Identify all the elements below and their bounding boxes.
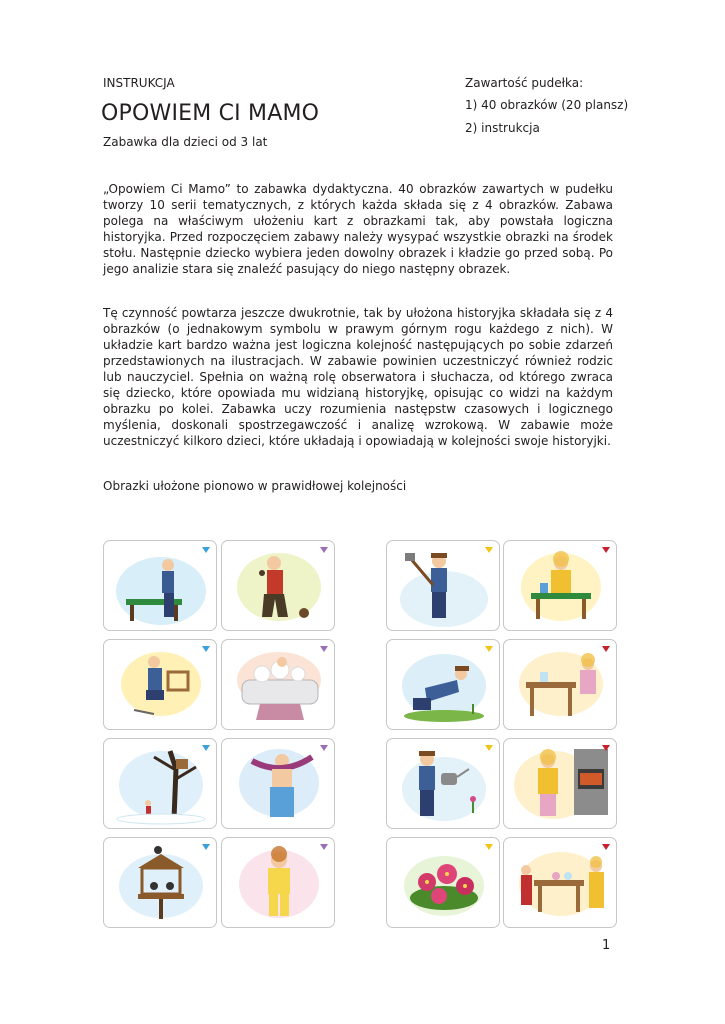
series-marker-icon	[485, 547, 493, 553]
picture-card	[221, 837, 335, 928]
picture-card	[103, 837, 217, 928]
picture-card	[503, 837, 617, 928]
picture-card	[103, 639, 217, 730]
picture-card	[386, 738, 500, 829]
picture-card	[503, 639, 617, 730]
series-marker-icon	[202, 646, 210, 652]
picture-card	[221, 639, 335, 730]
card-illustration	[222, 739, 335, 829]
box-contents-title: Zawartość pudełka:	[465, 76, 584, 90]
age-subtitle: Zabawka dla dzieci od 3 lat	[103, 135, 268, 149]
series-marker-icon	[485, 745, 493, 751]
series-marker-icon	[602, 547, 610, 553]
card-illustration	[504, 838, 617, 928]
card-illustration	[504, 541, 617, 631]
series-marker-icon	[320, 844, 328, 850]
series-marker-icon	[320, 745, 328, 751]
rules-paragraph	[103, 305, 613, 449]
picture-card	[103, 738, 217, 829]
picture-card	[221, 738, 335, 829]
picture-card	[103, 540, 217, 631]
card-illustration	[104, 541, 217, 631]
instruction-label: INSTRUKCJA	[103, 76, 175, 90]
card-illustration	[387, 640, 500, 730]
picture-card	[386, 837, 500, 928]
card-illustration	[504, 640, 617, 730]
paragraph-text: Tę czynność powtarza jeszcze dwukrotnie, tak by ułożona historyjka składała się z 4 obrazków (o jednakowym symbolu w prawym górnym rogu każdego z nich). W układzie kart bardzo ważna jest logiczna kolejność następujących po sobie zdarzeń przedstawionych na ilustracjach. W zabawie powinien uczestniczyć również rodzic lub nauczyciel. Spełnia on ważną rolę obserwatora i słuchacza, od którego zwraca się dziecko, które opowiada mu widzianą historyjkę, opisując co widzi na każdym obrazku po kolei. Zabawka uczy rozumienia następstw czasowych i logicznego myślenia, doskonali spostrzegawczość i analizę wzrokową. W zabawie może uczestniczyć kilkoro dzieci, które układają i opowiadają w kolejności swoje historyjki.	[103, 306, 613, 448]
paragraph-text: „Opowiem Ci Mamo” to zabawka dydaktyczna. 40 obrazków zawartych w pudełku tworzy 10 serii tematycznych, z których każda składa się z 4 obrazków. Zabawa polega na właściwym ułożeniu kart z obrazkami tak, aby powstała logiczna historyjka. Przed rozpoczęciem zabawy należy wysypać wszystkie obrazki na środek stołu. Następnie dziecko wybiera jeden dowolny obrazek i kładzie go przed sobą. Po jego analizie stara się znaleźć pasujący do niego następny obrazek.	[103, 182, 613, 276]
series-marker-icon	[320, 547, 328, 553]
card-illustration	[387, 541, 500, 631]
series-marker-icon	[320, 646, 328, 652]
card-illustration	[222, 838, 335, 928]
picture-card	[503, 540, 617, 631]
card-illustration	[104, 838, 217, 928]
card-illustration	[222, 541, 335, 631]
series-marker-icon	[202, 844, 210, 850]
series-marker-icon	[602, 844, 610, 850]
card-illustration	[222, 640, 335, 730]
box-contents-item: 1) 40 obrazków (20 plansz)	[465, 98, 629, 112]
page-number: 1	[602, 938, 611, 953]
card-illustration	[504, 739, 617, 829]
series-marker-icon	[202, 547, 210, 553]
page-title: OPOWIEM CI MAMO	[101, 101, 320, 126]
box-contents-item: 2) instrukcja	[465, 121, 540, 135]
picture-card	[221, 540, 335, 631]
card-illustration	[104, 739, 217, 829]
card-illustration	[104, 640, 217, 730]
intro-paragraph	[103, 181, 613, 277]
cards-caption: Obrazki ułożone pionowo w prawidłowej kolejności	[103, 479, 407, 493]
picture-card	[386, 540, 500, 631]
series-marker-icon	[202, 745, 210, 751]
card-illustration	[387, 739, 500, 829]
series-marker-icon	[485, 646, 493, 652]
series-marker-icon	[602, 646, 610, 652]
card-illustration	[387, 838, 500, 928]
picture-card	[386, 639, 500, 730]
series-marker-icon	[485, 844, 493, 850]
series-marker-icon	[602, 745, 610, 751]
picture-card	[503, 738, 617, 829]
